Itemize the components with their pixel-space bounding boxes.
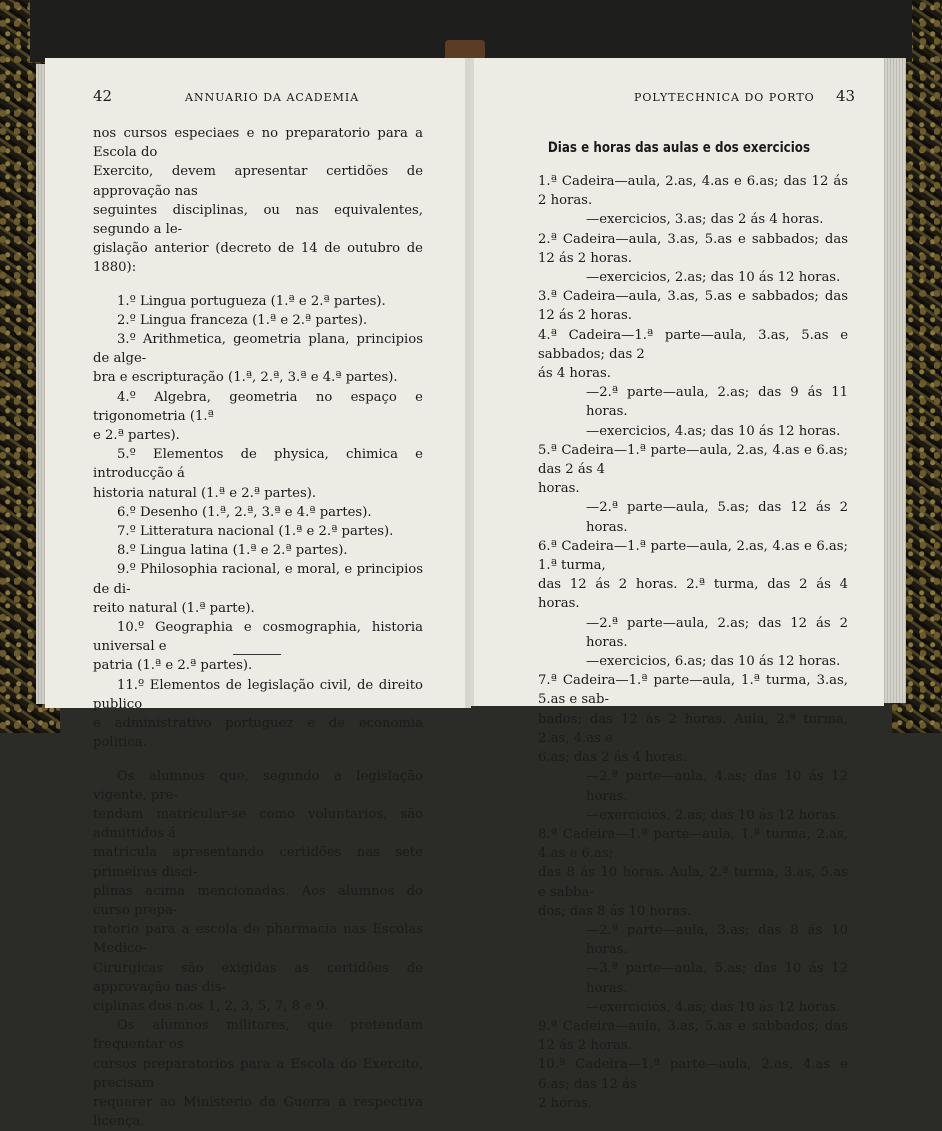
text-line: e administrativo portuguez e de economia politica. — [93, 714, 423, 752]
running-head: POLYTECHNICA DO PORTO — [634, 91, 815, 104]
text-line: matricula apresentando certidões nas sete primeiras disci- — [93, 843, 423, 881]
text-line: 6.º Desenho (1.ª, 2.ª, 3.ª e 4.ª partes). — [93, 503, 423, 522]
schedule-line: 2 horas. — [518, 1094, 848, 1113]
schedule-line: —exercicios, 6.as; das 10 ás 12 horas. — [518, 652, 848, 671]
text-line: Cirurgicas são exigidas as certidões de approvação nas dis- — [93, 959, 423, 997]
text-line: 10.º Geographia e cosmographia, historia universal e — [93, 618, 423, 656]
schedule-line: —exercicios, 4.as; das 10 ás 12 horas. — [518, 998, 848, 1017]
text-line: 5.º Elementos de physica, chimica e introducção á — [93, 445, 423, 483]
schedule-line: —exercicios, 4.as; das 10 ás 12 horas. — [518, 422, 848, 441]
schedule-line: 3.ª Cadeira—aula, 3.as, 5.as e sabbados; das 12 ás 2 horas. — [518, 287, 848, 325]
schedule-line: 8.ª Cadeira—1.ª parte—aula, 1.ª turma, 2.as, 4.as e 6.as; — [518, 825, 848, 863]
schedule-line: dos; das 8 ás 10 horas. — [518, 902, 848, 921]
schedule-line: —exercicios, 2.as; das 10 ás 12 horas. — [518, 806, 848, 825]
schedule-line: 2.ª Cadeira—aula, 3.as, 5.as e sabbados; das 12 ás 2 horas. — [518, 230, 848, 268]
right-page — [470, 58, 884, 706]
text-line: 11.º Elementos de legislação civil, de direito publico — [93, 676, 423, 714]
text-line: historia natural (1.ª e 2.ª partes). — [93, 484, 423, 503]
alumni-paragraph — [93, 767, 423, 1131]
section-rule — [233, 654, 281, 655]
schedule-line: 6.ª Cadeira—1.ª parte—aula, 2.as, 4.as e 6.as; 1.ª turma, — [518, 537, 848, 575]
text-line: e 2.ª partes). — [93, 426, 423, 445]
schedule-line: —exercicios, 3.as; das 2 ás 4 horas. — [518, 210, 848, 229]
text-line: nos cursos especiaes e no preparatorio para a Escola do — [93, 124, 423, 162]
text-line: requerer ao Ministerio da Guerra a respectiva licença. — [93, 1093, 423, 1131]
text-line: tendam matricular-se como voluntarios, são admittidos á — [93, 805, 423, 843]
text-line: bra e escripturação (1.ª, 2.ª, 3.ª e 4.ª partes). — [93, 368, 423, 387]
schedule-line: ás 4 horas. — [518, 364, 848, 383]
page-number: 42 — [93, 87, 112, 105]
text-line: Os alumnos que, segundo a legislação vigente, pre- — [93, 767, 423, 805]
text-line: 7.º Litteratura nacional (1.ª e 2.ª partes). — [93, 522, 423, 541]
text-line: seguintes disciplinas, ou nas equivalentes, segundo a le- — [93, 201, 423, 239]
schedule-line: —2.ª parte—aula, 2.as; das 9 ás 11 horas. — [518, 383, 848, 421]
text-line: 2.º Lingua franceza (1.ª e 2.ª partes). — [93, 311, 423, 330]
schedule-line: 7.ª Cadeira—1.ª parte—aula, 1.ª turma, 3.as, 5.as e sab- — [518, 671, 848, 709]
schedule-line: 9.ª Cadeira—aula, 3.as, 5.as e sabbados; das 12 ás 2 horas. — [518, 1017, 848, 1055]
text-line: ciplinas dos n.os 1, 2, 3, 5, 7, 8 e 9. — [93, 997, 423, 1016]
schedule-line: —2.ª parte—aula, 3.as; das 8 ás 10 horas. — [518, 921, 848, 959]
schedule-line: 5.ª Cadeira—1.ª parte—aula, 2.as, 4.as e 6.as; das 2 ás 4 — [518, 441, 848, 479]
schedule-line: —2.ª parte—aula, 5.as; das 12 ás 2 horas. — [518, 498, 848, 536]
left-page — [45, 58, 471, 708]
schedule-line: 10.ª Cadeira—1.ª parte—aula, 2.as, 4.as e 6.as; das 12 ás — [518, 1055, 848, 1093]
intro-paragraph — [93, 124, 423, 278]
text-line: 1.º Lingua portugueza (1.ª e 2.ª partes). — [93, 292, 423, 311]
text-line: cursos preparatorios para a Escola do Exercito, precisam — [93, 1055, 423, 1093]
text-line: 3.º Arithmetica, geometria plana, principios de alge- — [93, 330, 423, 368]
left-body — [93, 124, 423, 1131]
subject-list — [93, 292, 423, 753]
running-head: ANNUARIO DA ACADEMIA — [185, 91, 359, 104]
text-line: patria (1.ª e 2.ª partes). — [93, 656, 423, 675]
schedule-list — [518, 172, 848, 1113]
text-line: 8.º Lingua latina (1.ª e 2.ª partes). — [93, 541, 423, 560]
schedule-line: —2.ª parte—aula, 4.as; das 10 ás 12 horas. — [518, 767, 848, 805]
schedule-line: 4.ª Cadeira—1.ª parte—aula, 3.as, 5.as e sabbados; das 2 — [518, 326, 848, 364]
schedule-line: horas. — [518, 479, 848, 498]
schedule-line: —2.ª parte—aula, 2.as; das 12 ás 2 horas. — [518, 614, 848, 652]
text-line: Exercito, devem apresentar certidões de approvação nas — [93, 162, 423, 200]
schedule-line: 6.as; das 2 ás 4 horas. — [518, 748, 848, 767]
schedule-line: das 8 ás 10 horas. Aula, 2.ª turma, 3.as, 5.as e sabba- — [518, 863, 848, 901]
text-line: ratorio para a escola de pharmacia nas Escolas Medico- — [93, 920, 423, 958]
schedule-line: —3.ª parte—aula, 5.as; das 10 ás 12 horas. — [518, 959, 848, 997]
text-line: 9.º Philosophia racional, e moral, e principios de di- — [93, 560, 423, 598]
text-line: reito natural (1.ª parte). — [93, 599, 423, 618]
schedule-line: —exercicios, 2.as; das 10 ás 12 horas. — [518, 268, 848, 287]
text-line: Os alumnos militares, que pretendam frequentar os — [93, 1016, 423, 1054]
schedule-title: Dias e horas das aulas e dos exercicios — [505, 140, 854, 156]
text-line: gislação anterior (decreto de 14 de outubro de 1880): — [93, 239, 423, 277]
schedule-line: das 12 ás 2 horas. 2.ª turma, das 2 ás 4 horas. — [518, 575, 848, 613]
schedule-line: bados; das 12 ás 2 horas. Aula, 2.ª turma, 2.as, 4.as e — [518, 710, 848, 748]
text-line: 4.º Algebra, geometria no espaço e trigonometria (1.ª — [93, 388, 423, 426]
schedule-line: 1.ª Cadeira—aula, 2.as, 4.as e 6.as; das 12 ás 2 horas. — [518, 172, 848, 210]
text-line: plinas acima mencionadas. Aos alumnos do curso prepa- — [93, 882, 423, 920]
page-number: 43 — [836, 87, 855, 105]
